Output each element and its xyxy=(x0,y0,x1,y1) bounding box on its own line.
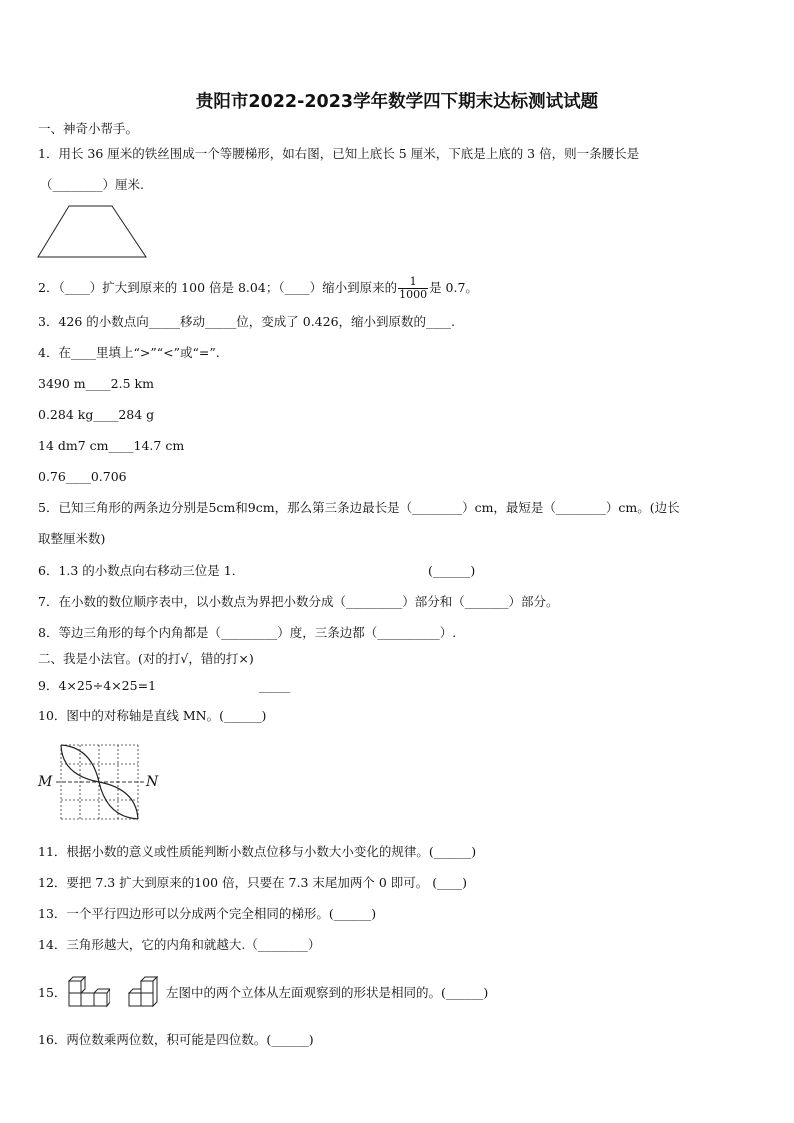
section-heading-2: 二、我是小法官。(对的打√，错的打×) xyxy=(38,651,254,666)
axis-label-m: M xyxy=(38,774,53,790)
question-8: 8．等边三角形的每个内角都是（_________）度，三条边都（__________）. xyxy=(38,625,457,640)
question-4-item: 0.284 kg____284 g xyxy=(38,407,155,422)
question-2-part-b: 是 0.7。 xyxy=(429,280,478,295)
question-5-line-1: 5．已知三角形的两条边分别是5cm和9cm，那么第三条边最长是（________）cm，最短是（________）cm。(边长 xyxy=(38,500,680,515)
question-1-line-2: （________）厘米. xyxy=(40,177,144,192)
question-7: 7．在小数的数位顺序表中，以小数点为界把小数分成（_________）部分和（_______）部分。 xyxy=(38,594,559,609)
question-6: 6．1.3 的小数点向右移动三位是 1． xyxy=(38,563,245,578)
question-13: 13．一个平行四边形可以分成两个完全相同的梯形。(______) xyxy=(38,906,377,921)
cube-stack-left-figure xyxy=(68,972,110,1008)
question-5-line-2: 取整厘米数) xyxy=(38,531,106,546)
question-15-number: 15． xyxy=(38,985,67,1000)
question-2-part-a: 2．（____）扩大到原来的 100 倍是 8.04；（____）缩小到原来的 xyxy=(38,280,398,295)
axis-label-n: N xyxy=(146,774,159,790)
question-12: 12．要把 7.3 扩大到原来的100 倍，只要在 7.3 末尾加两个 0 即可。 (____) xyxy=(38,875,468,890)
fraction-numerator: 1 xyxy=(398,276,428,289)
question-10: 10．图中的对称轴是直线 MN。(______) xyxy=(38,708,267,723)
trapezoid-figure xyxy=(36,205,148,259)
question-3: 3．426 的小数点向_____移动_____位，变成了 0.426，缩小到原数的____. xyxy=(38,314,456,329)
question-2 xyxy=(38,276,478,301)
question-4-item: 3490 m____2.5 km xyxy=(38,376,154,391)
question-9: 9．4×25÷4×25=1 xyxy=(38,678,157,693)
question-16: 16．两位数乘两位数，积可能是四位数。(______) xyxy=(38,1032,314,1047)
section-heading-1: 一、神奇小帮手。 xyxy=(38,121,139,136)
question-15-text: 左图中的两个立体从左面观察到的形状是相同的。(______) xyxy=(166,985,489,1000)
question-14: 14．三角形越大，它的内角和就越大.（________） xyxy=(38,937,321,952)
fraction-one-thousandth xyxy=(398,276,428,301)
page-title: 贵阳市2022-2023学年数学四下期末达标测试试题 xyxy=(195,92,599,112)
question-4-head: 4．在____里填上“>”“<”或“=”. xyxy=(38,345,220,360)
question-4-item: 0.76____0.706 xyxy=(38,469,127,484)
fraction-denominator: 1000 xyxy=(399,288,428,301)
question-4-item: 14 dm7 cm____14.7 cm xyxy=(38,438,185,453)
cube-stack-right-figure xyxy=(128,972,168,1008)
question-11: 11．根据小数的意义或性质能判断小数点位移与小数大小变化的规律。(______) xyxy=(38,844,477,859)
question-6-answer-blank[interactable]: (______) xyxy=(428,563,476,578)
symmetry-grid-figure xyxy=(56,741,146,823)
question-1-line-1: 1．用长 36 厘米的铁丝围成一个等腰梯形，如右图，已知上底长 5 厘米，下底是上底的 3 倍，则一条腰长是 xyxy=(38,146,640,161)
question-9-answer-blank[interactable]: _____ xyxy=(259,678,291,693)
